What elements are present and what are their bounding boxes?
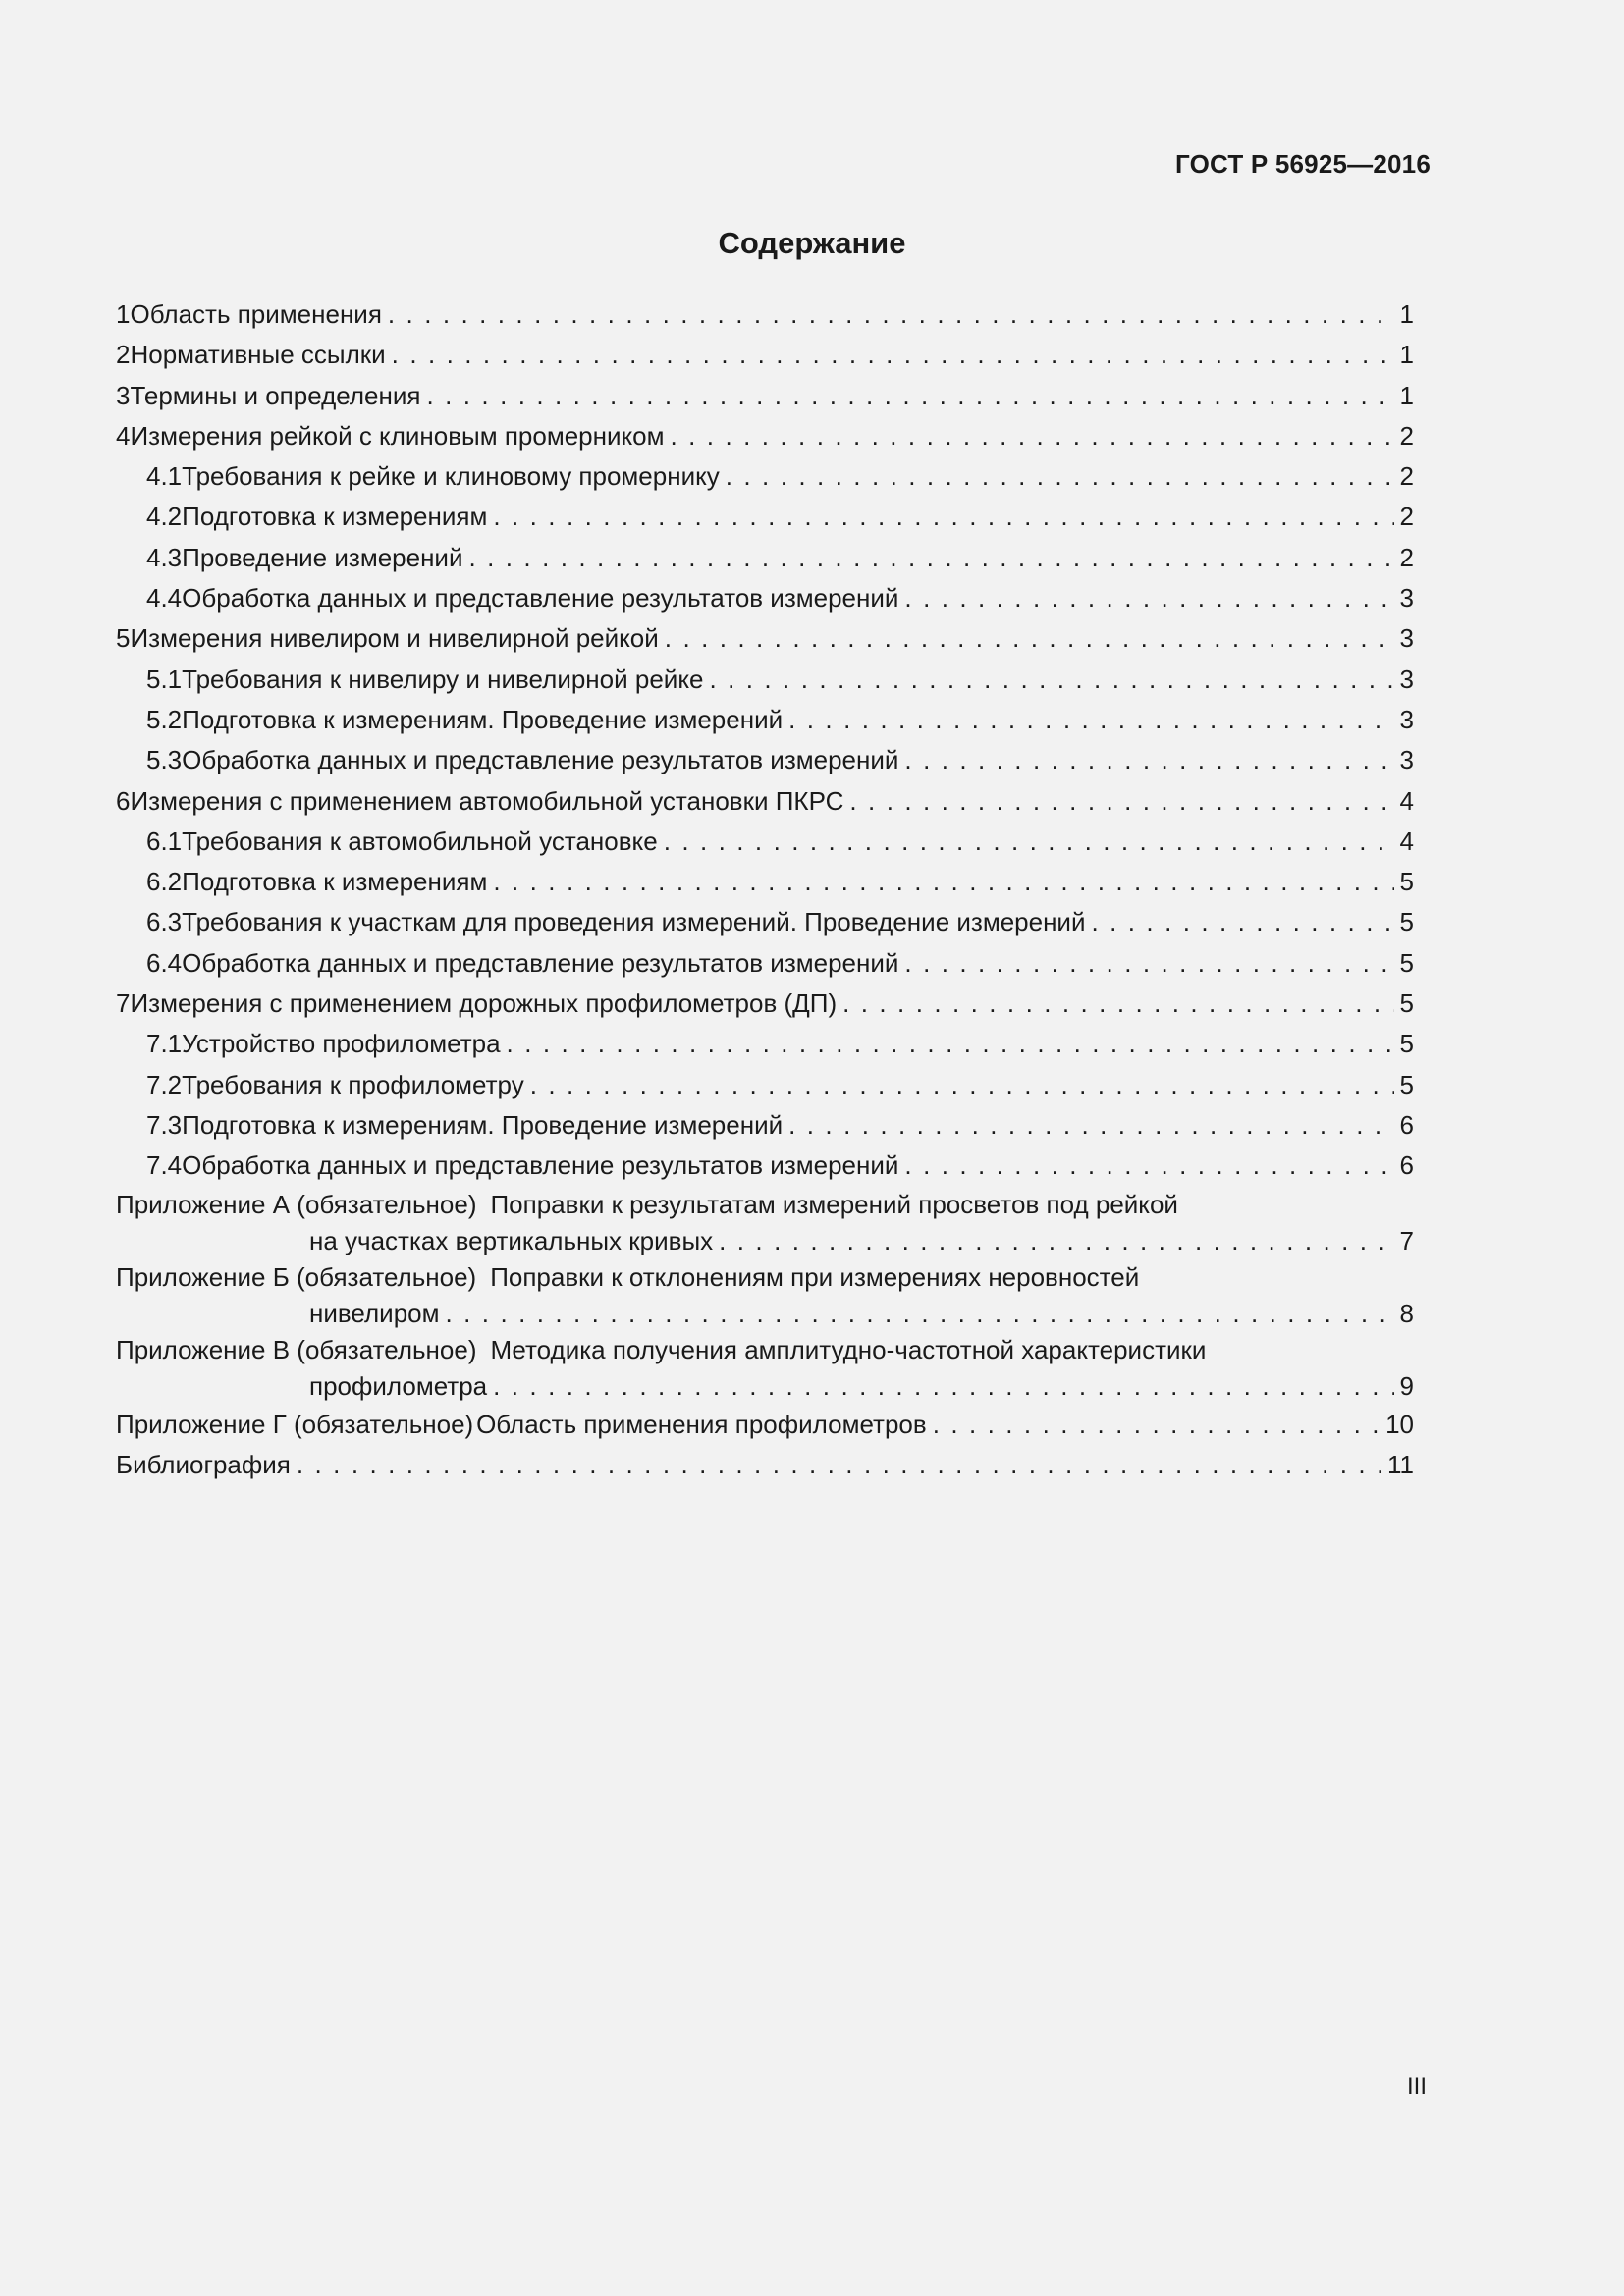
toc-entry-number: 7 (116, 988, 131, 1019)
leader-dots (726, 456, 1394, 497)
leader-dots (507, 1024, 1394, 1064)
appendix-label: Приложение В (обязательное) (116, 1334, 477, 1364)
toc-entry-title: Обработка данных и представление результатов измерений (182, 947, 899, 978)
toc-entry[interactable] (116, 618, 1414, 659)
toc-entry[interactable] (116, 294, 1414, 335)
toc-entry-title: Измерения нивелиром и нивелирной рейкой (130, 623, 659, 654)
leader-dots (392, 335, 1394, 375)
appendix-title: Поправки к отклонениям при измерениях неровностей (490, 1261, 1140, 1292)
toc-entry-page: 5 (1399, 947, 1414, 978)
toc-entry-number: 4 (116, 420, 131, 451)
appendix-label: Приложение А (обязательное) (116, 1189, 477, 1219)
leader-dots (388, 294, 1394, 335)
toc-entry-number: 5.2 (146, 704, 183, 734)
toc-entry-title: Измерения рейкой с клиновым промерником (130, 420, 665, 451)
leader-dots (933, 1405, 1380, 1445)
toc-entry[interactable] (116, 943, 1414, 984)
toc-entry-title: Обработка данных и представление результатов измерений (182, 1150, 899, 1181)
toc-entry[interactable] (116, 740, 1414, 780)
toc-entry-page: 5 (1399, 1029, 1414, 1059)
appendix-entry[interactable] (116, 1187, 1414, 1259)
toc-entry[interactable] (116, 700, 1414, 740)
leader-dots (1091, 902, 1393, 942)
bibliography-page: 11 (1387, 1449, 1414, 1479)
toc-entry-title: Требования к участкам для проведения измерений. Проведение измерений (182, 907, 1086, 937)
leader-dots (671, 416, 1394, 456)
appendix-page: 8 (1399, 1298, 1414, 1328)
toc-entry-title: Измерения с применением автомобильной установки ПКРС (130, 785, 844, 816)
leader-dots (904, 943, 1393, 984)
toc-entry-number: 6 (116, 785, 131, 816)
toc-entry-number: 6.3 (146, 907, 183, 937)
leader-dots (842, 984, 1393, 1024)
toc-entry[interactable] (116, 902, 1414, 942)
toc-entry[interactable] (116, 497, 1414, 537)
toc-entry-page: 5 (1399, 1069, 1414, 1099)
toc-entry-page: 6 (1399, 1150, 1414, 1181)
toc-entry[interactable] (116, 416, 1414, 456)
toc-entry-number: 5.1 (146, 664, 183, 694)
toc-entry-number: 4.2 (146, 502, 183, 532)
appendix-title-cont: профилометра (309, 1370, 488, 1401)
leader-dots (709, 660, 1393, 700)
toc-entry[interactable] (116, 456, 1414, 497)
leader-dots (849, 781, 1393, 822)
toc-entry-title: Требования к нивелиру и нивелирной рейке (182, 664, 704, 694)
toc-entry-number: 6.4 (146, 947, 183, 978)
toc-entry-page: 6 (1399, 1109, 1414, 1140)
toc-entry-number: 5.3 (146, 745, 183, 775)
leader-dots (493, 862, 1393, 902)
appendix-entry[interactable] (116, 1332, 1414, 1405)
leader-dots (904, 740, 1393, 780)
toc-entry-title: Обработка данных и представление результатов измерений (182, 583, 899, 614)
leader-dots (788, 1105, 1393, 1146)
appendix-page: 10 (1385, 1409, 1414, 1439)
toc-entry[interactable] (116, 984, 1414, 1024)
toc-entry-title: Подготовка к измерениям (182, 502, 488, 532)
toc-entry-title: Область применения (130, 299, 382, 329)
appendix-title-cont: на участках вертикальных кривых (309, 1225, 714, 1255)
leader-dots (468, 538, 1393, 578)
toc-entry-title: Требования к профилометру (182, 1069, 524, 1099)
toc-entry-page: 3 (1399, 704, 1414, 734)
toc-entry-title: Требования к автомобильной установке (182, 826, 658, 856)
toc-entry-page: 5 (1399, 867, 1414, 897)
toc-entry-number: 7.1 (146, 1029, 183, 1059)
toc-entry-title: Обработка данных и представление результатов измерений (182, 745, 899, 775)
page-number: III (1406, 2073, 1427, 2100)
toc-entry-number: 5 (116, 623, 131, 654)
toc-entry-title: Термины и определения (130, 380, 421, 410)
appendix-title: Поправки к результатам измерений просветов под рейкой (490, 1189, 1178, 1219)
toc-entry-number: 7.3 (146, 1109, 183, 1140)
toc-entry-title: Устройство профилометра (182, 1029, 501, 1059)
bibliography-title: Библиография (116, 1449, 291, 1479)
toc-entry-number: 2 (116, 340, 131, 370)
toc-entry-title: Требования к рейке и клиновому промернику (182, 461, 720, 492)
toc-entry[interactable] (116, 376, 1414, 416)
appendix-page: 9 (1399, 1370, 1414, 1401)
leader-dots (904, 578, 1393, 618)
toc-entry-number: 6.2 (146, 867, 183, 897)
appendix-entry[interactable] (116, 1259, 1414, 1332)
toc-entry-page: 3 (1399, 583, 1414, 614)
bibliography-entry[interactable] (116, 1445, 1414, 1485)
toc-entry-title: Подготовка к измерениям. Проведение измерений (182, 1109, 784, 1140)
leader-dots (904, 1146, 1393, 1186)
toc-entry-number: 3 (116, 380, 131, 410)
leader-dots (788, 700, 1393, 740)
toc-entry-page: 4 (1399, 785, 1414, 816)
toc-entry-page: 1 (1399, 340, 1414, 370)
toc-entry-title: Подготовка к измерениям. Проведение измерений (182, 704, 784, 734)
toc-entry-title: Нормативные ссылки (130, 340, 386, 370)
toc-entry[interactable] (116, 538, 1414, 578)
document-code: ГОСТ Р 56925—2016 (1175, 149, 1431, 179)
leader-dots (426, 376, 1393, 416)
toc-entry-page: 3 (1399, 745, 1414, 775)
leader-dots (493, 497, 1393, 537)
toc-entry[interactable] (116, 1105, 1414, 1146)
appendix-title-cont: нивелиром (309, 1298, 440, 1328)
toc-entry-page: 2 (1399, 502, 1414, 532)
toc-entry-number: 4.3 (146, 542, 183, 572)
toc-entry[interactable] (116, 1065, 1414, 1105)
table-of-contents (116, 294, 1414, 1485)
toc-entry-page: 3 (1399, 664, 1414, 694)
appendix-title: Область применения профилометров (476, 1409, 927, 1439)
leader-dots (719, 1223, 1393, 1259)
toc-entry-page: 5 (1399, 907, 1414, 937)
toc-entry-page: 2 (1399, 420, 1414, 451)
toc-entry[interactable] (116, 578, 1414, 618)
toc-entry[interactable] (116, 862, 1414, 902)
toc-entry-number: 4.1 (146, 461, 183, 492)
appendix-page: 7 (1399, 1225, 1414, 1255)
toc-entry-number: 4.4 (146, 583, 183, 614)
toc-entry-page: 2 (1399, 542, 1414, 572)
toc-entry-number: 7.4 (146, 1150, 183, 1181)
toc-entry-page: 1 (1399, 380, 1414, 410)
leader-dots (664, 822, 1394, 862)
leader-dots (446, 1296, 1394, 1332)
toc-entry-number: 6.1 (146, 826, 183, 856)
leader-dots (530, 1065, 1394, 1105)
appendix-entry[interactable] (116, 1405, 1414, 1445)
toc-entry[interactable] (116, 1146, 1414, 1186)
toc-entry-page: 5 (1399, 988, 1414, 1019)
appendix-label: Приложение Б (обязательное) (116, 1261, 477, 1292)
toc-entry-page: 4 (1399, 826, 1414, 856)
toc-entry-page: 2 (1399, 461, 1414, 492)
appendix-title: Методика получения амплитудно-частотной характеристики (490, 1334, 1207, 1364)
toc-entry-title: Измерения с применением дорожных профилометров (ДП) (130, 988, 838, 1019)
appendix-label: Приложение Г (обязательное) (116, 1409, 474, 1439)
toc-entry[interactable] (116, 781, 1414, 822)
toc-entry-page: 1 (1399, 299, 1414, 329)
toc-entry[interactable] (116, 1024, 1414, 1064)
toc-entry[interactable] (116, 660, 1414, 700)
toc-entry-page: 3 (1399, 623, 1414, 654)
toc-entry-title: Проведение измерений (182, 542, 463, 572)
toc-entry[interactable] (116, 335, 1414, 375)
leader-dots (665, 618, 1394, 659)
toc-entry[interactable] (116, 822, 1414, 862)
page-title: Содержание (718, 226, 906, 260)
toc-entry-number: 7.2 (146, 1069, 183, 1099)
leader-dots (297, 1445, 1381, 1485)
leader-dots (493, 1368, 1393, 1405)
toc-entry-number: 1 (116, 299, 131, 329)
toc-entry-title: Подготовка к измерениям (182, 867, 488, 897)
